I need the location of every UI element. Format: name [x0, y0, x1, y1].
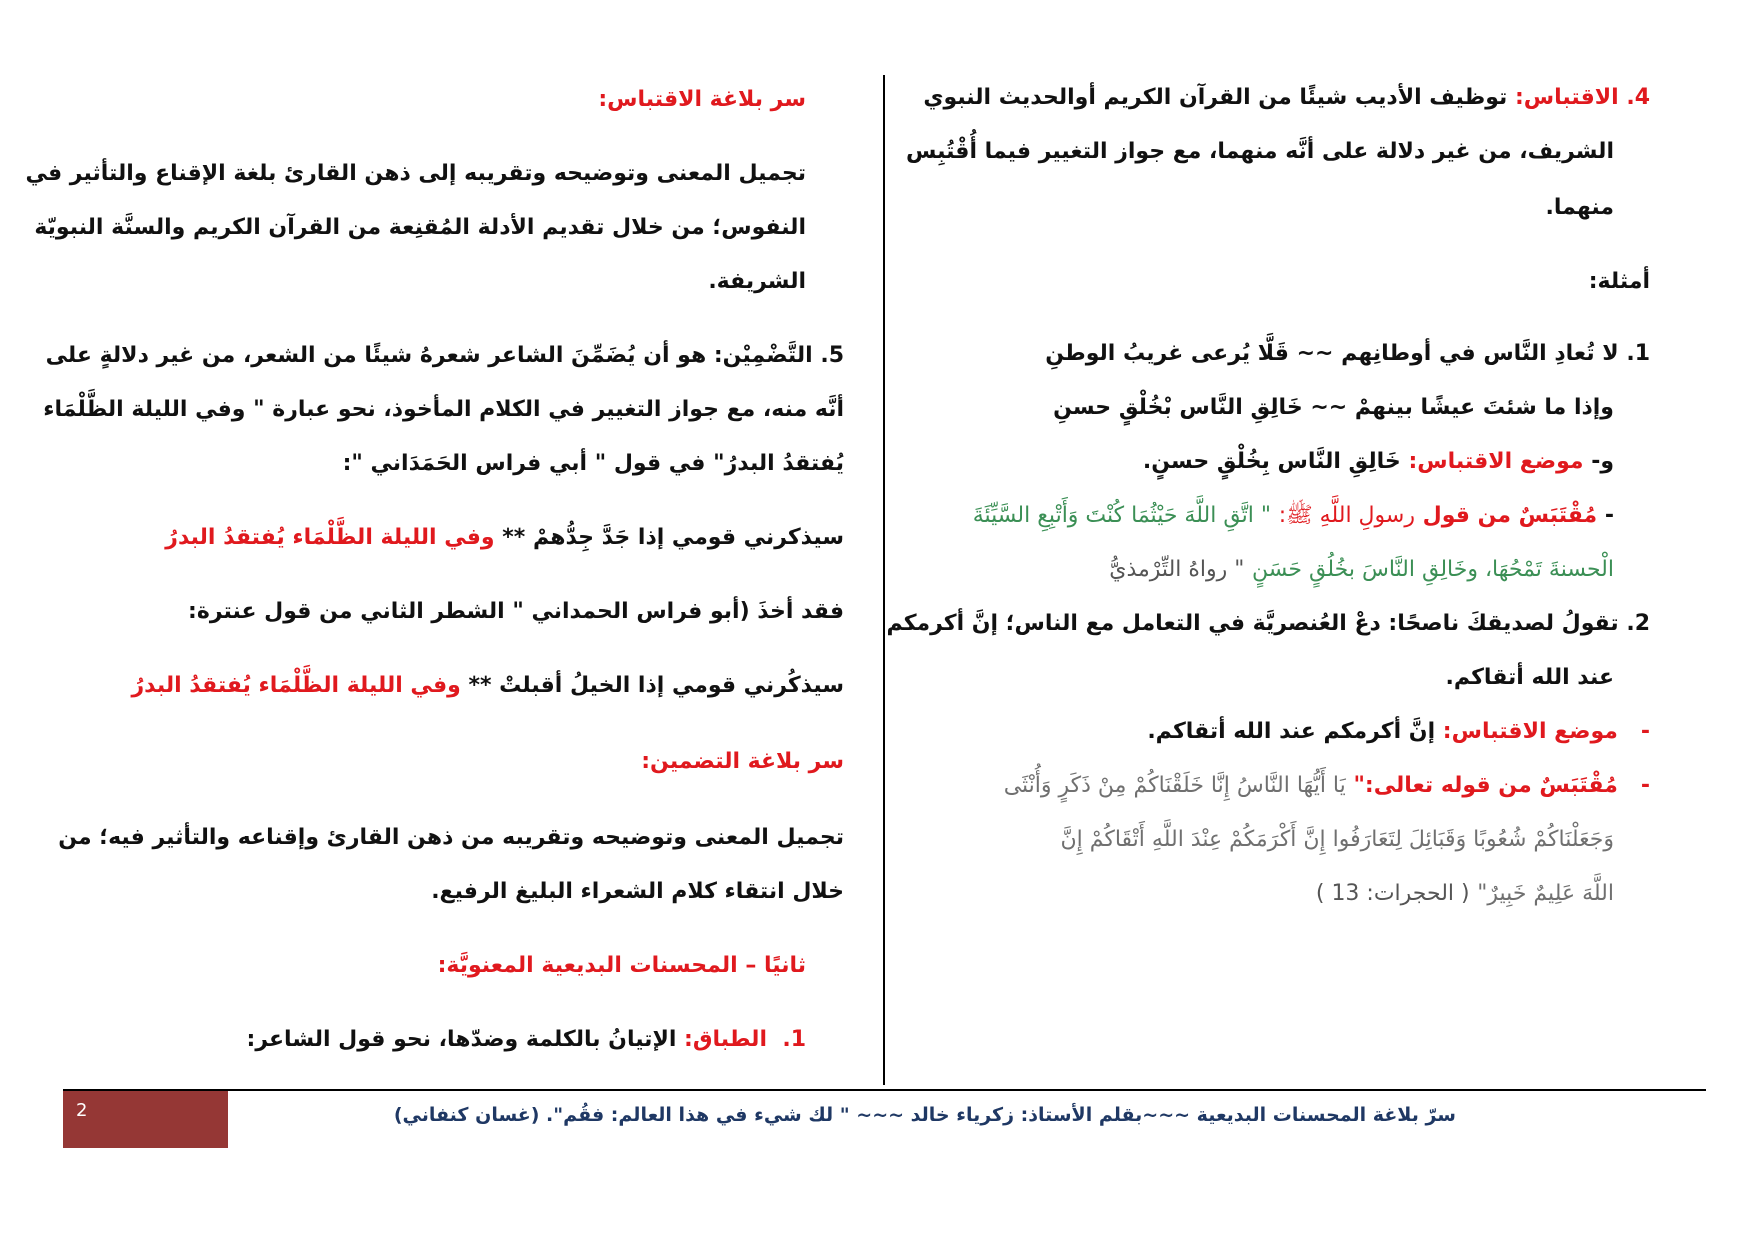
footer-rule	[63, 1089, 1706, 1091]
example2-line1	[886, 606, 1650, 642]
example1-hadith-a: " اتَّقِ اللَّهَ حَيْثُمَا كُنْتَ وَأَتْبِعِ السَّيِّئَةَ	[972, 503, 1272, 528]
example2-source-dash: -	[1640, 773, 1650, 798]
example2-ayah-reference: ( الحجرات: 13 )	[1315, 881, 1470, 906]
example1-line1-text: لا تُعادِ النَّاس في أوطانِهم ~~ قَلَّا يُرعى غريبُ الوطنِ	[1045, 341, 1619, 366]
took-from-antara: فقد أخذَ (أبو فراس الحمداني " الشطر الثاني من قول عنترة:	[188, 599, 844, 624]
example2-place-dash: -	[1640, 719, 1650, 744]
tadmin-secret-line1: تجميل المعنى وتوضيحه وتقريبه من ذهن القارئ وإقناعه والتأثير فيه؛ من	[58, 825, 844, 850]
example2-line1-text: تقولُ لصديقكَ ناصحًا: دعْ العُنصريَّة في التعامل مع الناس؛ إنَّ أكرمكم	[886, 611, 1619, 636]
example1-line2: وإذا ما شئتَ عيشًا بينهمْ ~~ خَالِقِ النَّاس بْخُلْقٍ حسنِ	[1053, 395, 1614, 420]
item4-term: الاقتباس:	[1514, 85, 1619, 110]
example1-source-label: مُقْتَبَسٌ من قول	[1422, 503, 1598, 528]
example1-place	[1143, 444, 1614, 480]
item4-line3: منهما.	[1545, 195, 1614, 220]
verse1-first-half: سيذكرني قومي إذا جَدَّ جِدُّهمْ **	[502, 525, 844, 550]
iqtibas-secret-line1: تجميل المعنى وتوضيحه وتقريبه إلى ذهن القارئ بلغة الإقناع والتأثير في	[25, 161, 806, 186]
tadmin-secret-line2: خلال انتقاء كلام الشعراء البليغ الرفيع.	[431, 879, 844, 904]
example1-number: 1.	[1626, 341, 1650, 366]
column-divider	[883, 75, 885, 1085]
example1-place-prefix: و-	[1591, 449, 1614, 474]
iqtibas-secret-line3: الشريفة.	[708, 269, 806, 294]
example1-line1	[1045, 336, 1650, 372]
item5-line1: 5. التَّضْمِيْن: هو أن يُضَمِّنَ الشاعر شعرهُ شيئًا من الشعر، من غير دلالةٍ على	[45, 343, 844, 368]
example1-place-text: خَالِقِ النَّاس بِخُلْقٍ حسنٍ.	[1142, 449, 1401, 474]
example1-hadith-line2	[1109, 552, 1614, 588]
example1-place-label: موضع الاقتباس:	[1408, 449, 1584, 474]
tadmin-secret-title: سر بلاغة التضمين:	[641, 749, 844, 774]
example1-source-prefix: -	[1604, 503, 1614, 528]
example2-ayah-line2: وَجَعَلْنَاكُمْ شُعُوبًا وَقَبَائِلَ لِتَعَارَفُوا إِنَّ أَكْرَمَكُمْ عِنْدَ اللَّهِ أَتْقَاكُمْ إِنَّ	[1060, 827, 1614, 852]
example1-hadith-ref: " رواهُ التِّرْمذيُّ	[1109, 557, 1245, 582]
footer-text: سرّ بلاغة المحسنات البديعية ~~~بقلم الأستاذ: زكرياء خالد ~~~ " لك شيء في هذا العالم: فقُم". (غسان كنفاني)	[393, 1104, 1456, 1126]
example1-source-rasul: رسولِ اللَّهِ ﷺ:	[1278, 503, 1415, 528]
example2-ayah-line3-text: اللَّهَ عَلِيمٌ خَبِيرٌ"	[1477, 881, 1614, 906]
verse2-first-half: سيذكُرني قومي إذا الخيلُ أقبلتْ **	[468, 673, 844, 698]
example2-place	[1147, 714, 1650, 750]
verse2	[131, 668, 844, 704]
tibaq-number: 1.	[782, 1027, 806, 1052]
verse1	[165, 520, 844, 556]
item5-line2: أنَّه منه، مع جواز التغيير في الكلام المأخوذ، نحو عبارة " وفي الليلة الظَّلْمَاء	[43, 397, 844, 422]
example2-ayah-line3	[1316, 876, 1614, 912]
example2-line2: عند الله أتقاكم.	[1445, 665, 1614, 690]
tibaq-label: الطباق:	[684, 1027, 767, 1052]
item4-line1-text: توظيف الأديب شيئًا من القرآن الكريم أوالحديث النبوي	[923, 85, 1508, 110]
example2-place-label: موضع الاقتباس:	[1442, 719, 1618, 744]
verse2-second-half: وفي الليلة الظَّلْمَاء يُفتقدُ البدرُ	[131, 673, 461, 698]
example2-ayah-line1: يَا أَيُّهَا النَّاسُ إِنَّا خَلَقْنَاكُمْ مِنْ ذَكَرٍ وَأُنْثَى	[1003, 773, 1346, 798]
iqtibas-secret-title: سر بلاغة الاقتباس:	[598, 87, 806, 112]
iqtibas-secret-line2: النفوس؛ من خلال تقديم الأدلة المُقنِعة من القرآن الكريم والسنَّة النبويّة	[34, 215, 806, 240]
tibaq-text: الإتيانُ بالكلمة وضدّها، نحو قول الشاعر:	[246, 1027, 677, 1052]
example1-hadith-b: الْحسنةَ تَمْحُهَا، وخَالِقِ النَّاسَ بخُلُقٍ حَسَنٍ	[1252, 557, 1614, 582]
example2-source-label: مُقْتَبَسٌ من قوله تعالى:"	[1353, 773, 1618, 798]
item4-line2: الشريف، من غير دلالة على أنَّه منهما، مع جواز التغيير فيما أُقْتُبِس	[906, 139, 1614, 164]
item4-line1	[923, 80, 1650, 116]
verse1-second-half: وفي الليلة الظَّلْمَاء يُفتقدُ البدرُ	[165, 525, 495, 550]
page-number: 2	[76, 1100, 88, 1121]
item4-number: 4.	[1626, 85, 1650, 110]
example1-source	[973, 498, 1614, 534]
section2-title: ثانيًا – المحسنات البديعية المعنويَّة:	[437, 953, 806, 978]
example2-number: 2.	[1626, 611, 1650, 636]
example2-source	[1004, 768, 1650, 804]
page-number-box	[63, 1091, 228, 1148]
example2-place-text: إنَّ أكرمكم عند الله أتقاكم.	[1147, 719, 1436, 744]
tibaq-line	[247, 1022, 806, 1058]
examples-label: أمثلة:	[1588, 269, 1650, 294]
item5-line3: يُفتقدُ البدرُ" في قول " أبي فراس الحَمَدَاني ":	[342, 451, 844, 476]
